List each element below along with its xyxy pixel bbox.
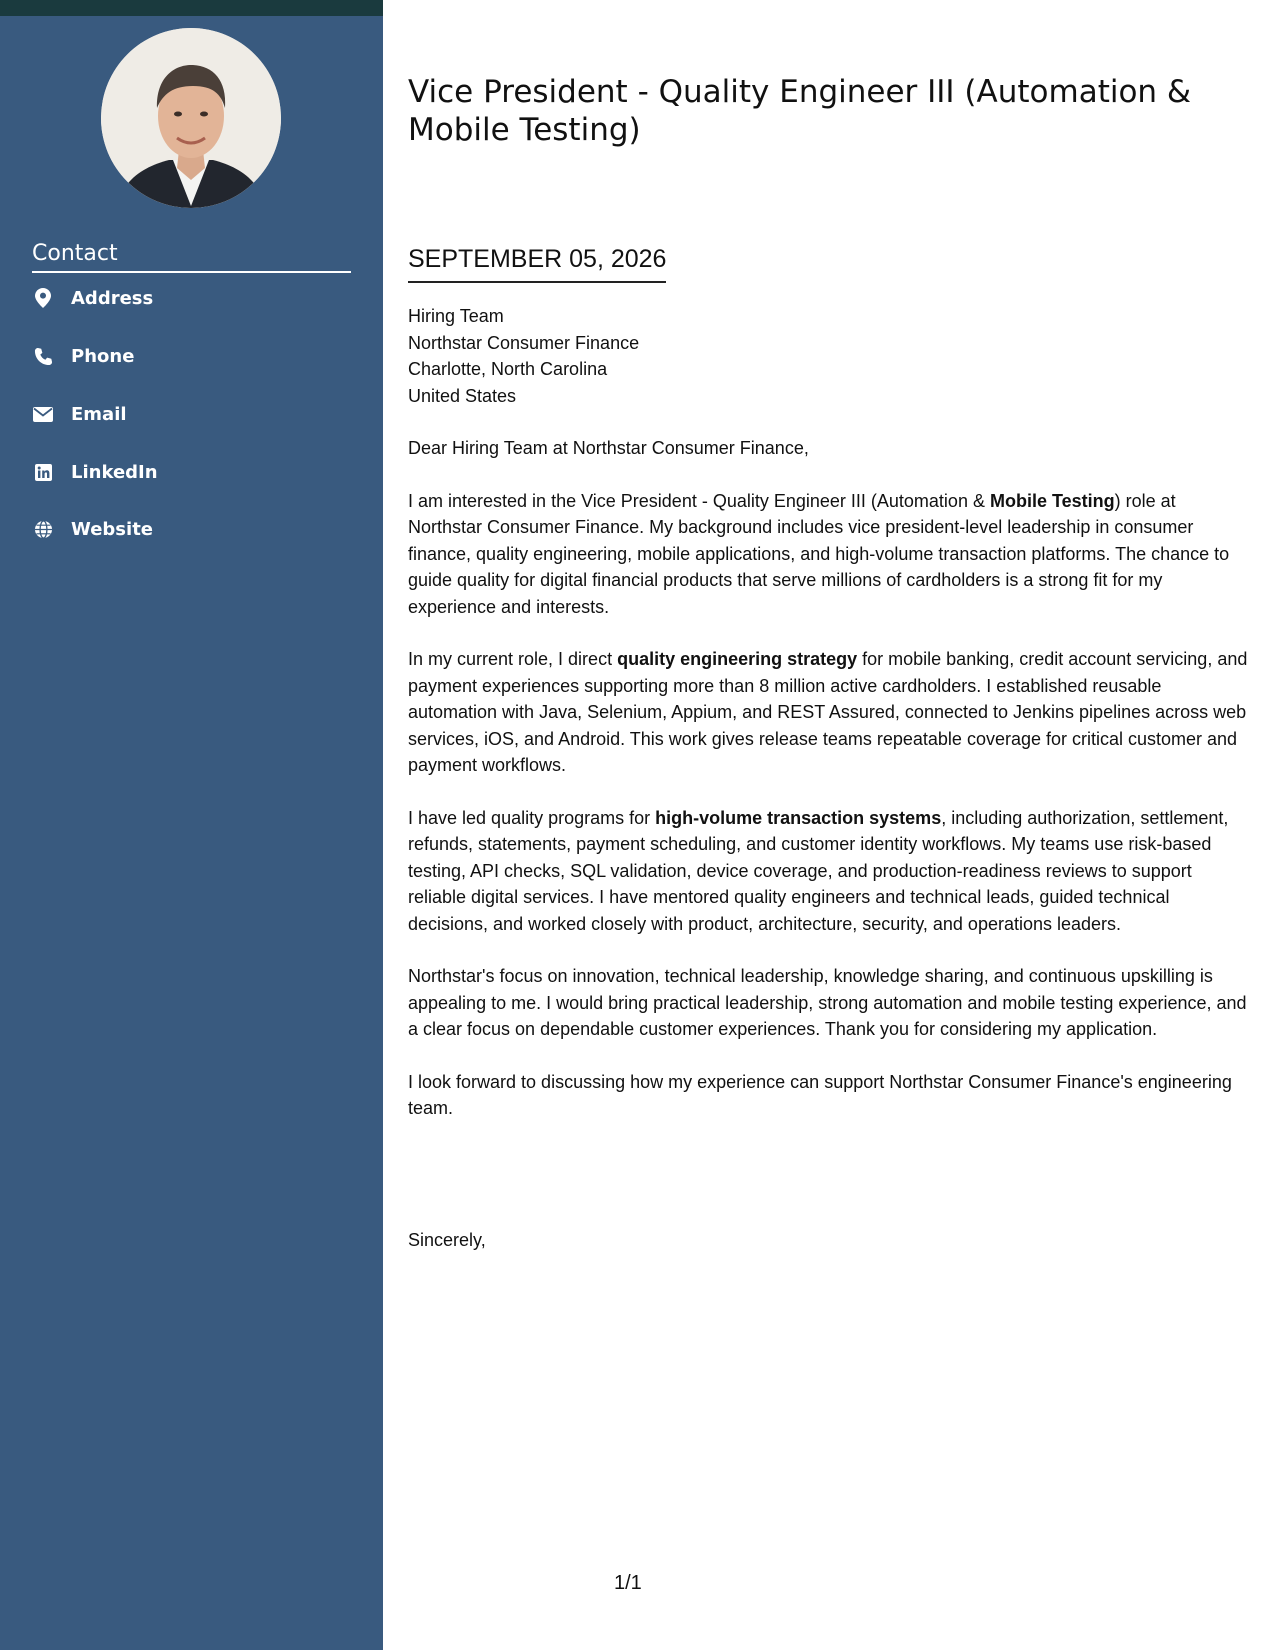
paragraph <box>408 805 1248 938</box>
recipient-block <box>408 303 1248 409</box>
page-number: 1/1 <box>614 1572 642 1594</box>
recipient-line: Northstar Consumer Finance <box>408 332 640 353</box>
paragraph-text: I have led quality programs for <box>408 807 656 828</box>
map-pin-icon <box>32 287 54 309</box>
job-title: Vice President - Quality Engineer III (Automation & Mobile Testing) <box>408 74 1192 148</box>
contact-item-email[interactable] <box>32 399 127 429</box>
contact-heading: Contact <box>32 240 351 273</box>
contact-item-address[interactable] <box>32 283 153 313</box>
sidebar <box>0 0 383 1650</box>
letter-date: SEPTEMBER 05, 2026 <box>408 243 666 283</box>
linkedin-icon <box>32 461 54 483</box>
contact-item-linkedin[interactable] <box>32 457 158 487</box>
paragraph-text: ) role at Northstar Consumer Finance. My background includes vice president-level leadership in consumer finance, quality engineering, mobile applications, and high-volume transaction platforms. The chance to guide quality for digital financial products that serve millions of cardholders is a strong fit for my experience and interests. <box>408 490 1230 617</box>
recipient-line: Charlotte, North Carolina <box>408 359 608 379</box>
emphasis-text: quality engineering strategy <box>617 649 858 669</box>
paragraph-text: I am interested in the Vice President - Quality Engineer III (Automation & <box>408 490 990 511</box>
paragraph <box>408 488 1248 621</box>
emphasis-text: high-volume transaction systems <box>655 807 942 828</box>
contact-label-email: Email <box>71 403 127 425</box>
contact-label-address: Address <box>71 287 154 309</box>
avatar <box>101 28 281 208</box>
recipient-line: Hiring Team <box>408 306 504 326</box>
contact-item-website[interactable] <box>32 514 153 544</box>
phone-icon <box>32 345 54 367</box>
envelope-icon <box>32 403 54 425</box>
profile-photo <box>101 28 281 208</box>
paragraph-text: , including authorization, settlement, refunds, statements, payment scheduling, and customer identity workflows. My teams use risk-based testing, API checks, SQL validation, device coverage, and production-readiness reviews to support reliable digital services. I have mentored quality engineers and technical leads, guided technical decisions, and worked closely with product, architecture, security, and operations leaders. <box>408 807 1229 934</box>
letter-content <box>408 435 1248 1148</box>
paragraph-text: In my current role, I direct <box>408 649 618 669</box>
closing: Sincerely, <box>408 1230 486 1250</box>
sidebar-top-bar <box>0 0 383 16</box>
contact-label-phone: Phone <box>71 345 135 367</box>
contact-label-linkedin: LinkedIn <box>71 461 158 483</box>
contact-label-website: Website <box>71 518 154 540</box>
paragraph: Northstar's focus on innovation, technical leadership, knowledge sharing, and continuous upskilling is appealing to me. I would bring practical leadership, strong automation and mobile testing experience, and a clear focus on dependable customer experiences. Thank you for considering my application. <box>408 966 1247 1039</box>
emphasis-text: Mobile Testing <box>989 490 1115 511</box>
paragraph: I look forward to discussing how my experience can support Northstar Consumer Finance's engineering team. <box>408 1071 1232 1118</box>
paragraph <box>408 646 1248 779</box>
recipient-line: United States <box>408 385 517 406</box>
globe-icon <box>32 518 54 540</box>
salutation: Dear Hiring Team at Northstar Consumer Finance, <box>408 438 809 458</box>
contact-item-phone[interactable] <box>32 341 134 371</box>
paragraph-text: for mobile banking, credit account servicing, and payment experiences supporting more than 8 million active cardholders. I established reusable automation with Java, Selenium, Appium, and REST Assured, connected to Jenkins pipelines across web services, iOS, and Android. This work gives release teams repeatable coverage for critical customer and payment workflows. <box>408 649 1248 775</box>
